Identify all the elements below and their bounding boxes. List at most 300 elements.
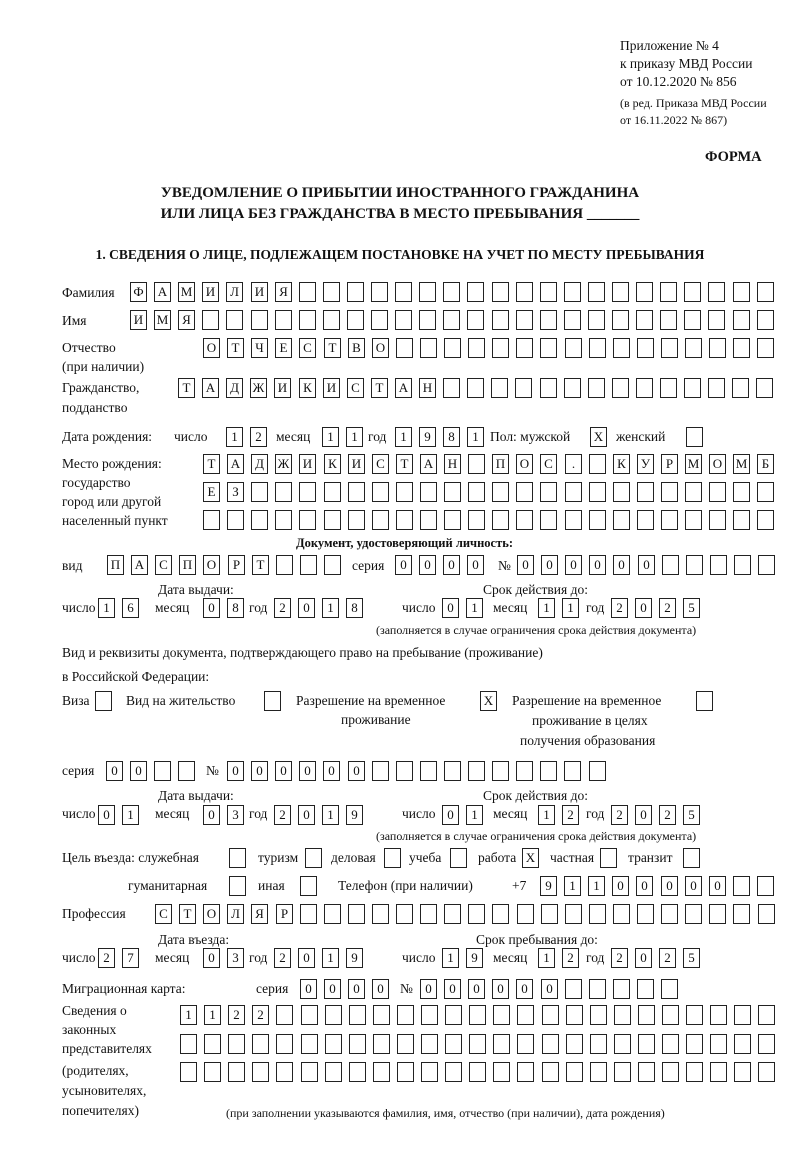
name-cell[interactable] [347, 310, 364, 330]
stay-number-cell[interactable]: 0 [299, 761, 316, 781]
profession-cell[interactable] [758, 904, 775, 924]
birthplace-1-cell[interactable]: И [348, 454, 365, 474]
patronymic-cell[interactable]: Е [275, 338, 292, 358]
representatives-3-cell[interactable] [301, 1062, 318, 1082]
birthplace-3-cell[interactable] [348, 510, 365, 530]
phone-cell[interactable]: 0 [661, 876, 678, 896]
stay-series-cell[interactable] [178, 761, 195, 781]
stay-number-cell[interactable]: 0 [227, 761, 244, 781]
name-cell[interactable] [588, 310, 605, 330]
representatives-2-cell[interactable] [662, 1034, 679, 1054]
migration-number-cell[interactable] [589, 979, 606, 999]
representatives-1-cell[interactable] [469, 1005, 486, 1025]
birthplace-2-cell[interactable] [613, 482, 630, 502]
birthplace-3-cell[interactable] [661, 510, 678, 530]
patronymic-cell[interactable]: Т [227, 338, 244, 358]
name-cell[interactable] [226, 310, 243, 330]
citizenship-cell[interactable] [515, 378, 532, 398]
until-day-cell[interactable]: 9 [466, 948, 483, 968]
birth-year-cell[interactable]: 1 [467, 427, 484, 447]
name-cell[interactable] [371, 310, 388, 330]
birthplace-2-cell[interactable]: Е [203, 482, 220, 502]
purpose-study-checkbox[interactable] [450, 848, 467, 868]
birthplace-1-cell[interactable]: М [685, 454, 702, 474]
birth-year-cell[interactable]: 9 [419, 427, 436, 447]
stay-valid-day-cell[interactable]: 1 [466, 805, 483, 825]
migration-number-cell[interactable]: 0 [420, 979, 437, 999]
id-kind-cell[interactable]: П [107, 555, 124, 575]
birthplace-2-cell[interactable] [396, 482, 413, 502]
surname-cell[interactable] [492, 282, 509, 302]
birthplace-2-cell[interactable] [468, 482, 485, 502]
birthplace-2-cell[interactable] [420, 482, 437, 502]
birthplace-3-cell[interactable] [227, 510, 244, 530]
stay-number-cell[interactable]: 0 [251, 761, 268, 781]
stay-issue-day-cell[interactable]: 1 [122, 805, 139, 825]
birthplace-2-cell[interactable] [685, 482, 702, 502]
representatives-1-cell[interactable] [590, 1005, 607, 1025]
id-number-cell[interactable]: 0 [517, 555, 534, 575]
name-cell[interactable] [564, 310, 581, 330]
citizenship-cell[interactable] [588, 378, 605, 398]
surname-cell[interactable] [757, 282, 774, 302]
representatives-1-cell[interactable] [710, 1005, 727, 1025]
representatives-1-cell[interactable] [445, 1005, 462, 1025]
stay-issue-year-cell[interactable]: 1 [322, 805, 339, 825]
profession-cell[interactable] [565, 904, 582, 924]
purpose-work-checkbox[interactable]: X [522, 848, 539, 868]
birthplace-2-cell[interactable] [540, 482, 557, 502]
birthplace-1-cell[interactable]: Ж [275, 454, 292, 474]
purpose-other-checkbox[interactable] [300, 876, 317, 896]
id-valid-day-cell[interactable]: 1 [466, 598, 483, 618]
name-cell[interactable]: М [154, 310, 171, 330]
citizenship-cell[interactable]: И [274, 378, 291, 398]
name-cell[interactable] [395, 310, 412, 330]
birthplace-1-cell[interactable]: Н [444, 454, 461, 474]
birthplace-2-cell[interactable] [661, 482, 678, 502]
representatives-2-cell[interactable] [252, 1034, 269, 1054]
id-kind-cell[interactable]: Р [228, 555, 245, 575]
representatives-3-cell[interactable] [325, 1062, 342, 1082]
birthplace-3-cell[interactable] [492, 510, 509, 530]
representatives-2-cell[interactable] [638, 1034, 655, 1054]
id-kind-cell[interactable] [276, 555, 293, 575]
representatives-1-cell[interactable] [397, 1005, 414, 1025]
birthplace-3-cell[interactable] [733, 510, 750, 530]
birthplace-1-cell[interactable]: Р [661, 454, 678, 474]
name-cell[interactable] [708, 310, 725, 330]
citizenship-cell[interactable] [660, 378, 677, 398]
surname-cell[interactable] [516, 282, 533, 302]
citizenship-cell[interactable]: Ж [250, 378, 267, 398]
profession-cell[interactable] [492, 904, 509, 924]
migration-number-cell[interactable] [565, 979, 582, 999]
id-issue-day-cell[interactable]: 6 [122, 598, 139, 618]
birthplace-2-cell[interactable] [251, 482, 268, 502]
birth-year-cell[interactable]: 8 [443, 427, 460, 447]
representatives-2-cell[interactable] [614, 1034, 631, 1054]
representatives-3-cell[interactable] [758, 1062, 775, 1082]
purpose-transit-checkbox[interactable] [683, 848, 700, 868]
representatives-2-cell[interactable] [566, 1034, 583, 1054]
purpose-private-checkbox[interactable] [600, 848, 617, 868]
until-month-cell[interactable]: 2 [562, 948, 579, 968]
stay-number-cell[interactable] [420, 761, 437, 781]
citizenship-cell[interactable] [756, 378, 773, 398]
birth-day-cell[interactable]: 2 [250, 427, 267, 447]
migration-number-cell[interactable] [661, 979, 678, 999]
surname-cell[interactable]: А [154, 282, 171, 302]
profession-cell[interactable] [396, 904, 413, 924]
representatives-2-cell[interactable] [397, 1034, 414, 1054]
representatives-2-cell[interactable] [469, 1034, 486, 1054]
birthplace-3-cell[interactable] [420, 510, 437, 530]
birthplace-2-cell[interactable]: З [227, 482, 244, 502]
birthplace-3-cell[interactable] [468, 510, 485, 530]
stay-valid-year-cell[interactable]: 5 [683, 805, 700, 825]
representatives-2-cell[interactable] [349, 1034, 366, 1054]
birthplace-3-cell[interactable] [444, 510, 461, 530]
profession-cell[interactable] [420, 904, 437, 924]
profession-cell[interactable] [661, 904, 678, 924]
surname-cell[interactable] [395, 282, 412, 302]
profession-cell[interactable]: Я [251, 904, 268, 924]
stay-issue-year-cell[interactable]: 0 [298, 805, 315, 825]
citizenship-cell[interactable]: С [347, 378, 364, 398]
until-year-cell[interactable]: 2 [659, 948, 676, 968]
profession-cell[interactable] [733, 904, 750, 924]
stay-valid-month-cell[interactable]: 1 [538, 805, 555, 825]
stay-valid-day-cell[interactable]: 0 [442, 805, 459, 825]
name-cell[interactable] [323, 310, 340, 330]
patronymic-cell[interactable]: Ч [251, 338, 268, 358]
citizenship-cell[interactable] [732, 378, 749, 398]
birthplace-1-cell[interactable]: У [637, 454, 654, 474]
id-number-cell[interactable] [662, 555, 679, 575]
id-kind-cell[interactable]: С [155, 555, 172, 575]
representatives-2-cell[interactable] [542, 1034, 559, 1054]
representatives-1-cell[interactable] [421, 1005, 438, 1025]
representatives-3-cell[interactable] [542, 1062, 559, 1082]
birthplace-3-cell[interactable] [396, 510, 413, 530]
id-kind-cell[interactable]: А [131, 555, 148, 575]
birthplace-1-cell[interactable]: О [709, 454, 726, 474]
stay-number-cell[interactable] [468, 761, 485, 781]
birthplace-2-cell[interactable] [637, 482, 654, 502]
name-cell[interactable]: И [130, 310, 147, 330]
birthplace-1-cell[interactable]: Б [757, 454, 774, 474]
patronymic-cell[interactable] [444, 338, 461, 358]
sex-female-checkbox[interactable] [686, 427, 703, 447]
phone-cell[interactable]: 9 [540, 876, 557, 896]
patronymic-cell[interactable] [565, 338, 582, 358]
birthplace-2-cell[interactable] [492, 482, 509, 502]
profession-cell[interactable] [468, 904, 485, 924]
representatives-2-cell[interactable] [373, 1034, 390, 1054]
name-cell[interactable] [202, 310, 219, 330]
id-valid-year-cell[interactable]: 2 [659, 598, 676, 618]
representatives-2-cell[interactable] [325, 1034, 342, 1054]
name-cell[interactable] [684, 310, 701, 330]
representatives-3-cell[interactable] [469, 1062, 486, 1082]
phone-cell[interactable]: 0 [612, 876, 629, 896]
id-issue-year-cell[interactable]: 0 [298, 598, 315, 618]
representatives-2-cell[interactable] [276, 1034, 293, 1054]
stay-issue-year-cell[interactable]: 9 [346, 805, 363, 825]
birthplace-1-cell[interactable]: А [227, 454, 244, 474]
id-issue-year-cell[interactable]: 8 [346, 598, 363, 618]
migration-series-cell[interactable]: 0 [300, 979, 317, 999]
stay-valid-year-cell[interactable]: 0 [635, 805, 652, 825]
name-cell[interactable] [660, 310, 677, 330]
representatives-1-cell[interactable] [349, 1005, 366, 1025]
residence-checkbox[interactable] [264, 691, 281, 711]
birth-month-cell[interactable]: 1 [346, 427, 363, 447]
patronymic-cell[interactable] [685, 338, 702, 358]
stay-valid-month-cell[interactable]: 2 [562, 805, 579, 825]
birthplace-1-cell[interactable]: Т [396, 454, 413, 474]
representatives-2-cell[interactable] [301, 1034, 318, 1054]
representatives-3-cell[interactable] [686, 1062, 703, 1082]
birthplace-3-cell[interactable] [613, 510, 630, 530]
patronymic-cell[interactable] [540, 338, 557, 358]
name-cell[interactable] [443, 310, 460, 330]
representatives-1-cell[interactable] [325, 1005, 342, 1025]
id-kind-cell[interactable]: Т [252, 555, 269, 575]
patronymic-cell[interactable] [396, 338, 413, 358]
representatives-1-cell[interactable] [517, 1005, 534, 1025]
purpose-humanitarian-checkbox[interactable] [229, 876, 246, 896]
surname-cell[interactable]: И [202, 282, 219, 302]
birthplace-2-cell[interactable] [324, 482, 341, 502]
birthplace-2-cell[interactable] [299, 482, 316, 502]
id-number-cell[interactable]: 0 [541, 555, 558, 575]
id-series-cell[interactable]: 0 [443, 555, 460, 575]
profession-cell[interactable]: О [203, 904, 220, 924]
patronymic-cell[interactable]: О [203, 338, 220, 358]
entry-month-cell[interactable]: 0 [203, 948, 220, 968]
birthplace-2-cell[interactable] [733, 482, 750, 502]
surname-cell[interactable]: Я [275, 282, 292, 302]
sex-male-checkbox[interactable]: X [590, 427, 607, 447]
representatives-3-cell[interactable] [397, 1062, 414, 1082]
profession-cell[interactable]: Р [276, 904, 293, 924]
birthplace-3-cell[interactable] [565, 510, 582, 530]
birthplace-1-cell[interactable]: . [565, 454, 582, 474]
birthplace-3-cell[interactable] [299, 510, 316, 530]
patronymic-cell[interactable]: О [372, 338, 389, 358]
patronymic-cell[interactable] [420, 338, 437, 358]
until-year-cell[interactable]: 0 [635, 948, 652, 968]
entry-day-cell[interactable]: 2 [98, 948, 115, 968]
until-month-cell[interactable]: 1 [538, 948, 555, 968]
id-valid-day-cell[interactable]: 0 [442, 598, 459, 618]
citizenship-cell[interactable] [564, 378, 581, 398]
representatives-1-cell[interactable] [638, 1005, 655, 1025]
birthplace-2-cell[interactable] [589, 482, 606, 502]
migration-number-cell[interactable] [613, 979, 630, 999]
representatives-2-cell[interactable] [734, 1034, 751, 1054]
until-year-cell[interactable]: 2 [611, 948, 628, 968]
birthplace-1-cell[interactable]: М [733, 454, 750, 474]
representatives-1-cell[interactable] [566, 1005, 583, 1025]
name-cell[interactable] [636, 310, 653, 330]
phone-cell[interactable] [733, 876, 750, 896]
citizenship-cell[interactable]: Т [178, 378, 195, 398]
id-kind-cell[interactable]: О [203, 555, 220, 575]
representatives-2-cell[interactable] [710, 1034, 727, 1054]
name-cell[interactable] [467, 310, 484, 330]
birthplace-3-cell[interactable] [637, 510, 654, 530]
entry-year-cell[interactable]: 0 [298, 948, 315, 968]
birthplace-1-cell[interactable]: П [492, 454, 509, 474]
patronymic-cell[interactable]: В [348, 338, 365, 358]
phone-cell[interactable]: 0 [636, 876, 653, 896]
representatives-3-cell[interactable] [180, 1062, 197, 1082]
stay-issue-month-cell[interactable]: 0 [203, 805, 220, 825]
representatives-1-cell[interactable] [542, 1005, 559, 1025]
birthplace-3-cell[interactable] [275, 510, 292, 530]
representatives-1-cell[interactable] [662, 1005, 679, 1025]
representatives-3-cell[interactable] [204, 1062, 221, 1082]
representatives-2-cell[interactable] [421, 1034, 438, 1054]
representatives-1-cell[interactable] [276, 1005, 293, 1025]
birthplace-1-cell[interactable]: К [324, 454, 341, 474]
citizenship-cell[interactable]: Т [371, 378, 388, 398]
stay-number-cell[interactable] [396, 761, 413, 781]
id-series-cell[interactable]: 0 [419, 555, 436, 575]
representatives-1-cell[interactable]: 1 [204, 1005, 221, 1025]
stay-number-cell[interactable] [444, 761, 461, 781]
name-cell[interactable]: Я [178, 310, 195, 330]
representatives-3-cell[interactable] [734, 1062, 751, 1082]
birth-year-cell[interactable]: 1 [395, 427, 412, 447]
stay-number-cell[interactable] [564, 761, 581, 781]
birthplace-1-cell[interactable]: Т [203, 454, 220, 474]
birthplace-2-cell[interactable] [348, 482, 365, 502]
migration-series-cell[interactable]: 0 [348, 979, 365, 999]
representatives-1-cell[interactable] [301, 1005, 318, 1025]
surname-cell[interactable]: М [178, 282, 195, 302]
surname-cell[interactable] [612, 282, 629, 302]
birth-day-cell[interactable]: 1 [226, 427, 243, 447]
birthplace-1-cell[interactable]: А [420, 454, 437, 474]
id-number-cell[interactable] [734, 555, 751, 575]
representatives-1-cell[interactable] [734, 1005, 751, 1025]
birthplace-1-cell[interactable]: Д [251, 454, 268, 474]
citizenship-cell[interactable]: Н [419, 378, 436, 398]
surname-cell[interactable] [347, 282, 364, 302]
birthplace-2-cell[interactable] [444, 482, 461, 502]
profession-cell[interactable] [637, 904, 654, 924]
citizenship-cell[interactable] [540, 378, 557, 398]
representatives-2-cell[interactable] [204, 1034, 221, 1054]
migration-number-cell[interactable] [637, 979, 654, 999]
until-day-cell[interactable]: 1 [442, 948, 459, 968]
representatives-3-cell[interactable] [349, 1062, 366, 1082]
birthplace-3-cell[interactable] [516, 510, 533, 530]
birthplace-3-cell[interactable] [251, 510, 268, 530]
patronymic-cell[interactable]: Т [324, 338, 341, 358]
stay-issue-month-cell[interactable]: 3 [227, 805, 244, 825]
name-cell[interactable] [612, 310, 629, 330]
trp-edu-checkbox[interactable] [696, 691, 713, 711]
profession-cell[interactable] [517, 904, 534, 924]
birthplace-1-cell[interactable] [589, 454, 606, 474]
name-cell[interactable] [299, 310, 316, 330]
until-year-cell[interactable]: 5 [683, 948, 700, 968]
patronymic-cell[interactable] [709, 338, 726, 358]
name-cell[interactable] [275, 310, 292, 330]
id-valid-year-cell[interactable]: 0 [635, 598, 652, 618]
representatives-3-cell[interactable] [493, 1062, 510, 1082]
stay-issue-year-cell[interactable]: 2 [274, 805, 291, 825]
patronymic-cell[interactable] [516, 338, 533, 358]
id-valid-month-cell[interactable]: 1 [538, 598, 555, 618]
stay-issue-day-cell[interactable]: 0 [98, 805, 115, 825]
surname-cell[interactable] [371, 282, 388, 302]
birthplace-1-cell[interactable]: О [516, 454, 533, 474]
profession-cell[interactable]: Л [227, 904, 244, 924]
representatives-3-cell[interactable] [373, 1062, 390, 1082]
birthplace-1-cell[interactable]: И [299, 454, 316, 474]
id-series-cell[interactable]: 0 [467, 555, 484, 575]
id-number-cell[interactable]: 0 [565, 555, 582, 575]
representatives-2-cell[interactable] [445, 1034, 462, 1054]
entry-year-cell[interactable]: 2 [274, 948, 291, 968]
citizenship-cell[interactable] [708, 378, 725, 398]
phone-cell[interactable]: 0 [685, 876, 702, 896]
migration-series-cell[interactable]: 0 [324, 979, 341, 999]
surname-cell[interactable] [708, 282, 725, 302]
id-kind-cell[interactable]: П [179, 555, 196, 575]
representatives-3-cell[interactable] [590, 1062, 607, 1082]
citizenship-cell[interactable]: К [299, 378, 316, 398]
citizenship-cell[interactable]: Д [226, 378, 243, 398]
representatives-2-cell[interactable] [228, 1034, 245, 1054]
representatives-1-cell[interactable] [686, 1005, 703, 1025]
id-issue-year-cell[interactable]: 1 [322, 598, 339, 618]
migration-number-cell[interactable]: 0 [468, 979, 485, 999]
surname-cell[interactable] [660, 282, 677, 302]
name-cell[interactable] [492, 310, 509, 330]
profession-cell[interactable] [685, 904, 702, 924]
phone-cell[interactable]: 0 [709, 876, 726, 896]
patronymic-cell[interactable] [637, 338, 654, 358]
surname-cell[interactable] [564, 282, 581, 302]
profession-cell[interactable] [300, 904, 317, 924]
entry-year-cell[interactable]: 1 [322, 948, 339, 968]
name-cell[interactable] [757, 310, 774, 330]
patronymic-cell[interactable] [661, 338, 678, 358]
birthplace-1-cell[interactable]: К [613, 454, 630, 474]
trp-checkbox[interactable]: X [480, 691, 497, 711]
id-number-cell[interactable] [686, 555, 703, 575]
representatives-2-cell[interactable] [180, 1034, 197, 1054]
id-issue-month-cell[interactable]: 8 [227, 598, 244, 618]
birthplace-1-cell[interactable]: С [372, 454, 389, 474]
birthplace-2-cell[interactable] [516, 482, 533, 502]
migration-series-cell[interactable]: 0 [372, 979, 389, 999]
id-kind-cell[interactable] [300, 555, 317, 575]
citizenship-cell[interactable] [684, 378, 701, 398]
birthplace-2-cell[interactable] [565, 482, 582, 502]
representatives-3-cell[interactable] [421, 1062, 438, 1082]
birthplace-3-cell[interactable] [757, 510, 774, 530]
surname-cell[interactable]: И [251, 282, 268, 302]
profession-cell[interactable] [348, 904, 365, 924]
